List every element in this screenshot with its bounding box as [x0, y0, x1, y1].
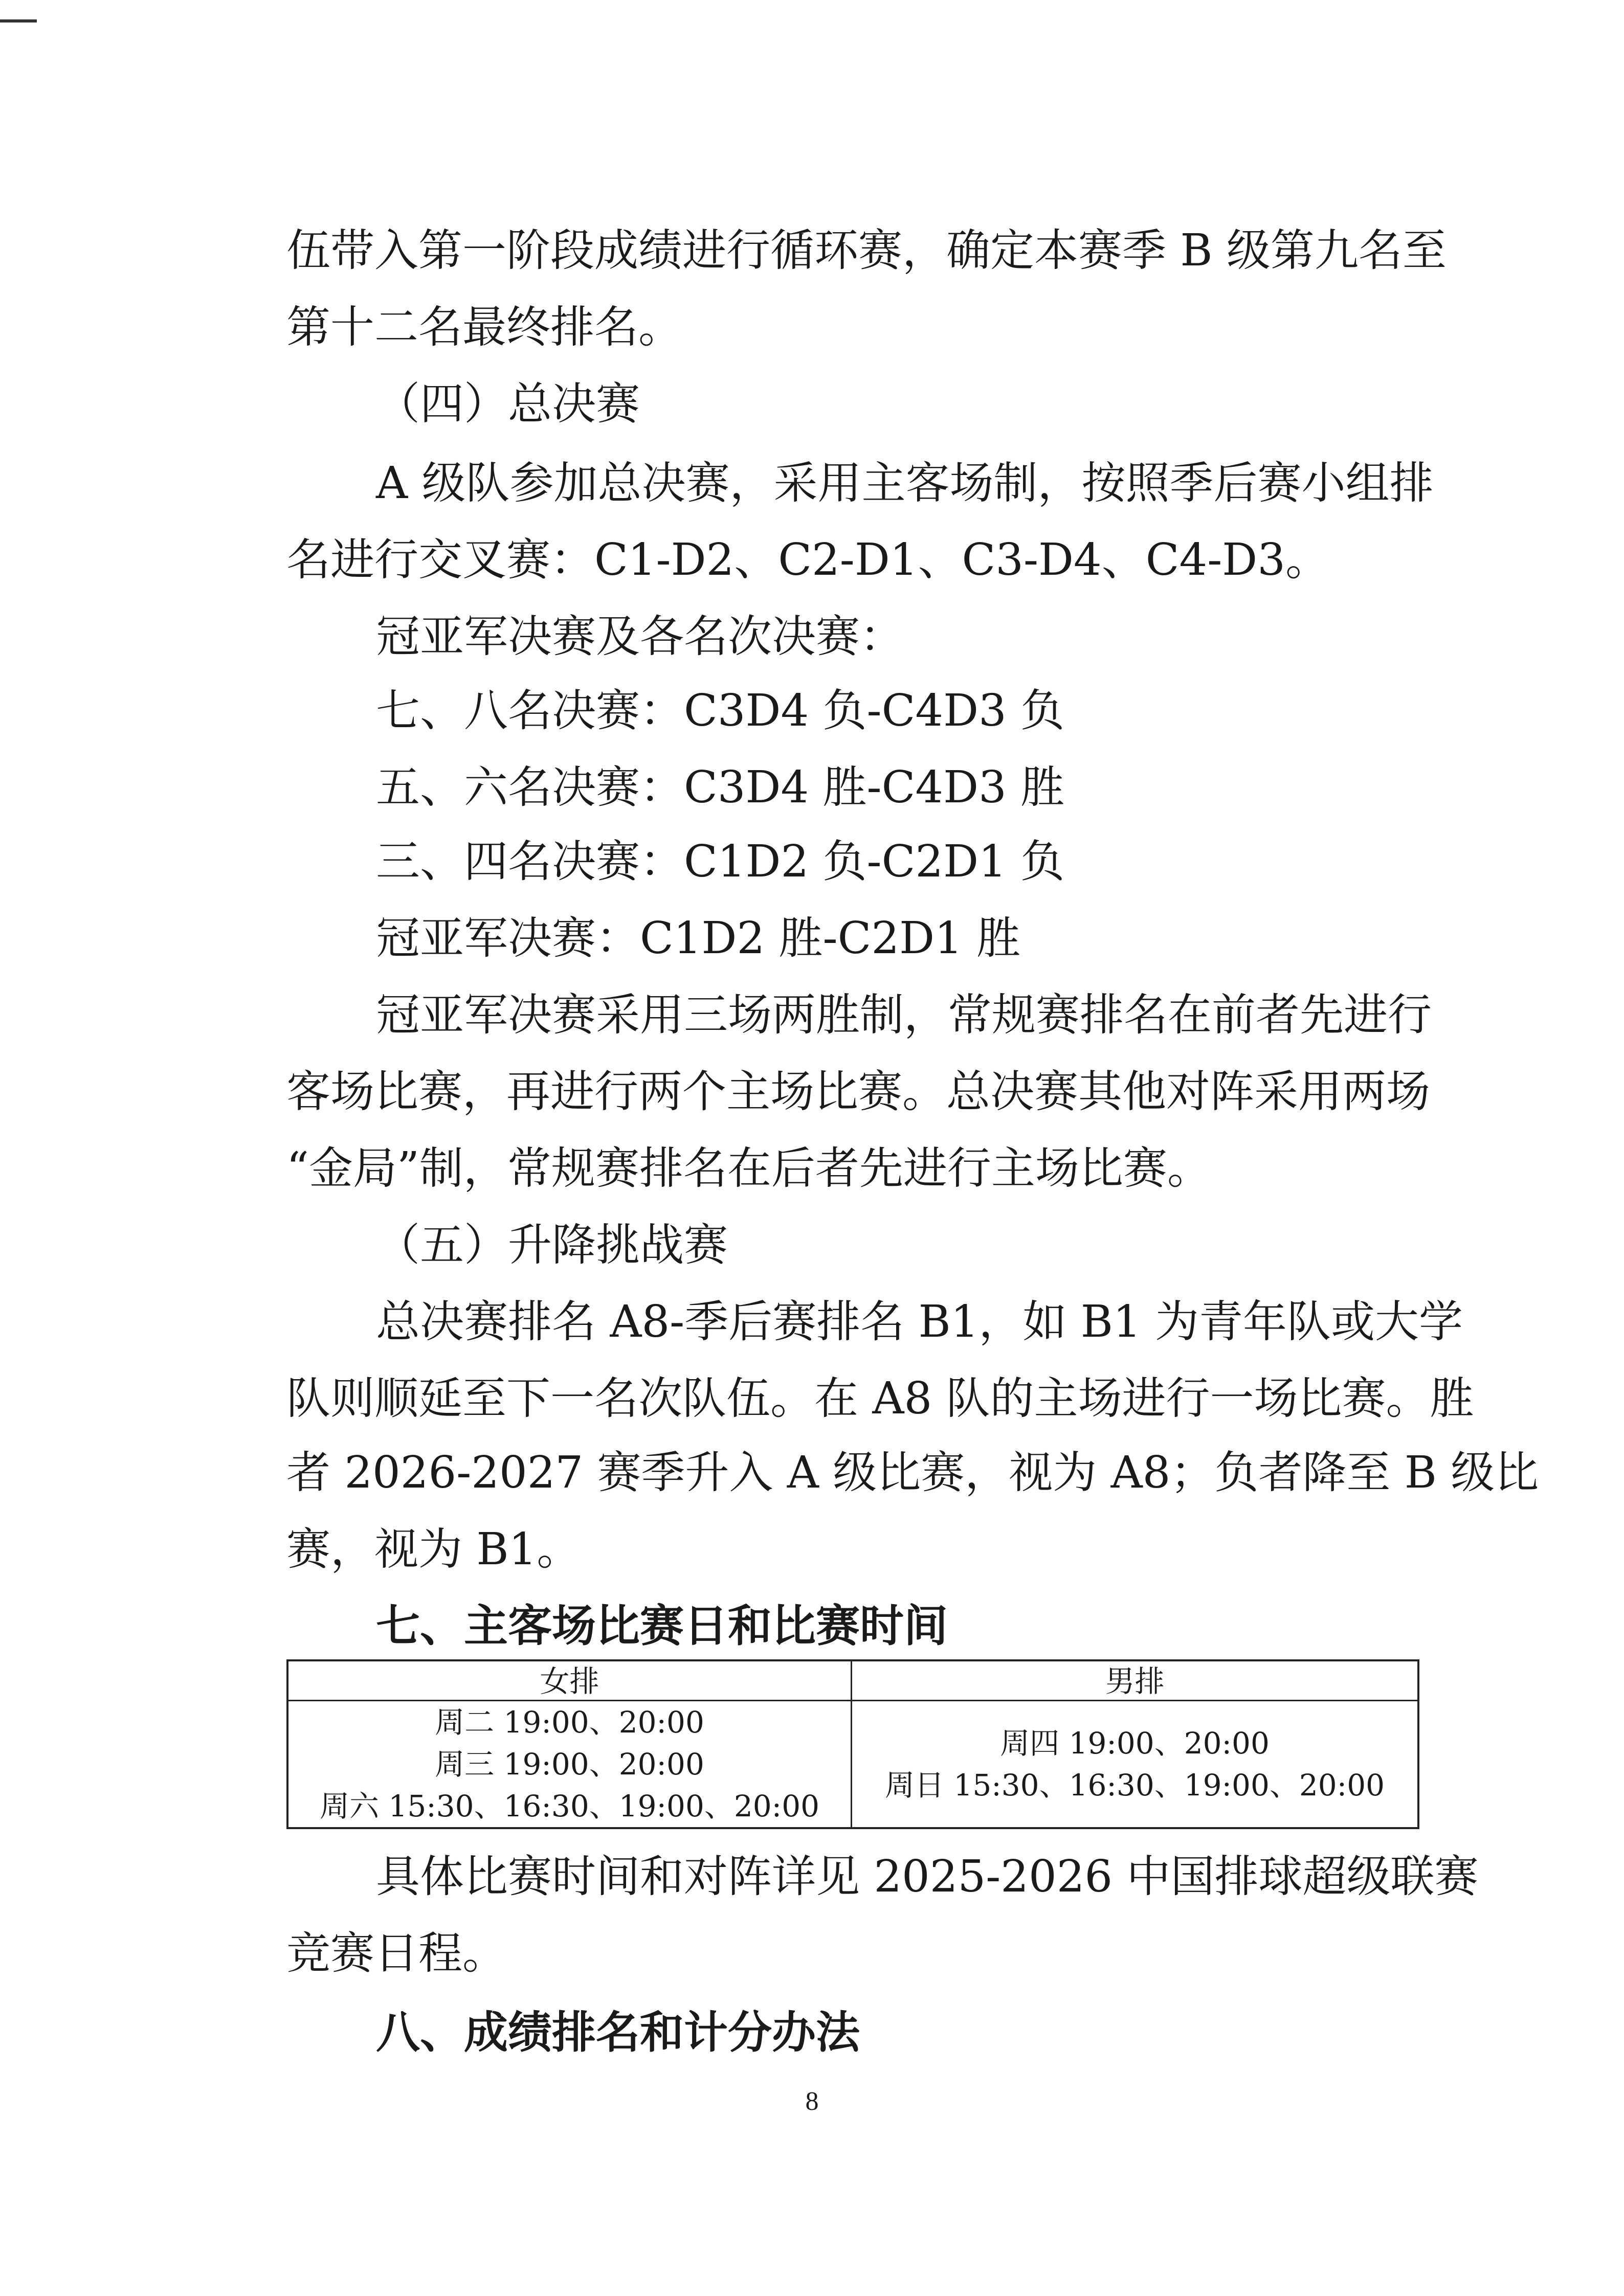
scan-edge-mark: [0, 19, 37, 22]
body-line: 三、四名决赛：C1D2 负-C2D1 负: [376, 836, 1065, 887]
men-schedule-cell: [852, 1701, 1417, 1827]
section-7-heading: 七、主客场比赛日和比赛时间: [376, 1601, 948, 1652]
body-line: 冠亚军决赛及各名次决赛：: [376, 611, 904, 662]
body-line: 赛，视为 B1。: [286, 1524, 581, 1575]
women-schedule-cell: [288, 1701, 852, 1827]
after-table-line-1: 具体比赛时间和对阵详见 2025-2026 中国排球超级联赛: [376, 1851, 1479, 1902]
women-schedule-row: 周三 19:00、20:00: [435, 1747, 704, 1782]
women-schedule-row: 周二 19:00、20:00: [435, 1705, 704, 1740]
body-line: 总决赛排名 A8-季后赛排名 B1，如 B1 为青年队或大学: [376, 1296, 1463, 1347]
body-line: 七、八名决赛：C3D4 负-C4D3 负: [376, 685, 1065, 736]
body-line: （五）升降挑战赛: [376, 1220, 728, 1271]
men-schedule-row: 周日 15:30、16:30、19:00、20:00: [884, 1768, 1385, 1803]
body-line: 队则顺延至下一名次队伍。在 A8 队的主场进行一场比赛。胜: [286, 1373, 1474, 1424]
women-schedule-row: 周六 15:30、16:30、19:00、20:00: [319, 1789, 820, 1824]
men-header: 男排: [852, 1661, 1417, 1701]
body-line: A 级队参加总决赛，采用主客场制，按照季后赛小组排: [376, 458, 1434, 509]
section-8-heading: 八、成绩排名和计分办法: [376, 2007, 860, 2058]
body-line: “金局”制，常规赛排名在后者先进行主场比赛。: [286, 1143, 1211, 1194]
page-number: 8: [805, 2087, 819, 2116]
after-table-line-2: 竞赛日程。: [286, 1928, 506, 1979]
body-line: 伍带入第一阶段成绩进行循环赛，确定本赛季 B 级第九名至: [286, 225, 1447, 276]
body-line: 客场比赛，再进行两个主场比赛。总决赛其他对阵采用两场: [286, 1066, 1430, 1117]
body-line: 冠亚军决赛：C1D2 胜-C2D1 胜: [376, 913, 1021, 964]
men-schedule-row: 周四 19:00、20:00: [1000, 1726, 1270, 1761]
body-line: 名进行交叉赛：C1-D2、C2-D1、C3-D4、C4-D3。: [286, 534, 1329, 586]
body-line: （四）总决赛: [376, 378, 640, 430]
schedule-table: [286, 1659, 1419, 1829]
body-line: 五、六名决赛：C3D4 胜-C4D3 胜: [376, 762, 1065, 813]
body-line: 冠亚军决赛采用三场两胜制，常规赛排名在前者先进行: [376, 989, 1432, 1041]
body-line: 第十二名最终排名。: [286, 302, 682, 353]
body-line: 者 2026-2027 赛季升入 A 级比赛，视为 A8；负者降至 B 级比: [286, 1447, 1539, 1498]
women-header: 女排: [288, 1661, 852, 1701]
